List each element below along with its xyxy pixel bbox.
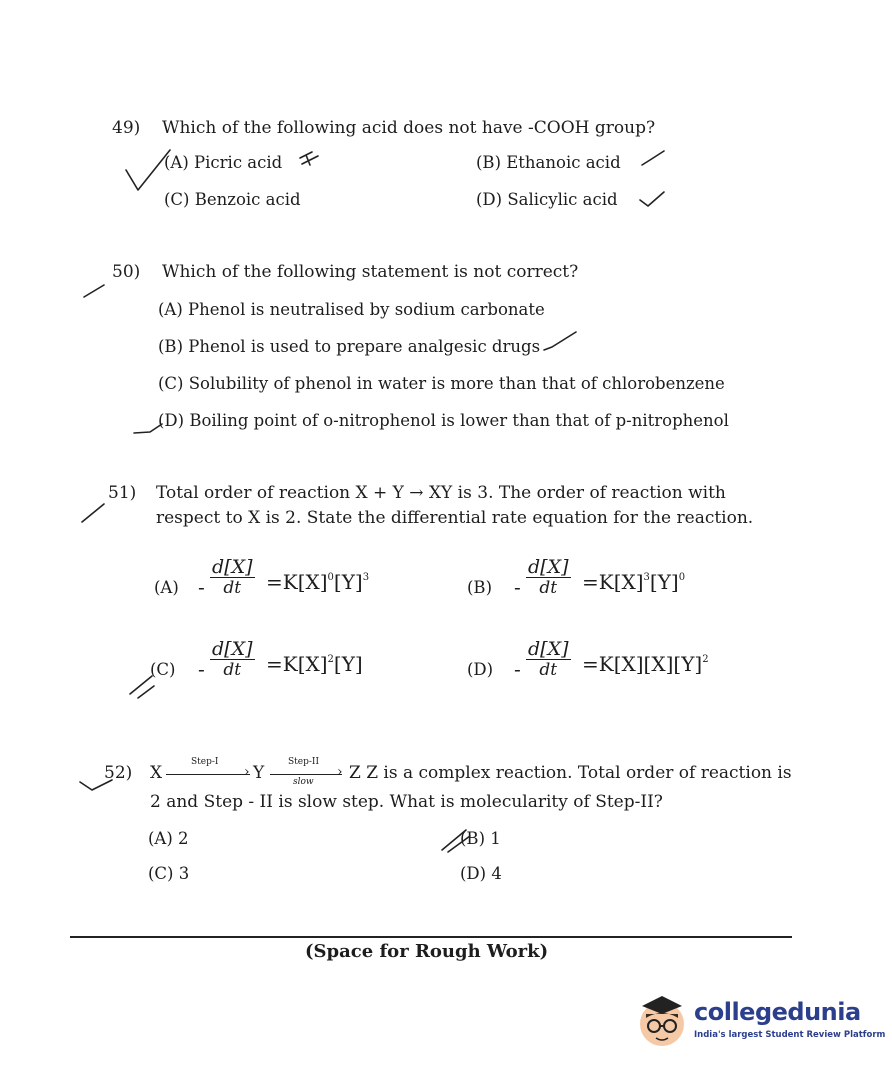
q52-option-b-mark bbox=[442, 830, 470, 852]
q51-option-a-minus: - bbox=[198, 575, 205, 599]
q50-option-a: (A) Phenol is neutralised by sodium carbonate bbox=[158, 300, 545, 319]
logo-name: collegedunia bbox=[694, 998, 861, 1026]
q50-option-d-mark bbox=[134, 424, 162, 433]
q52-option-b: (B) 1 bbox=[460, 829, 501, 848]
q51-option-a-denominator: dt bbox=[223, 578, 242, 598]
q52-intermediate-y: Y bbox=[253, 763, 265, 783]
q51-option-d-label: (D) bbox=[467, 660, 494, 679]
question-52-number: 52) bbox=[104, 763, 133, 783]
q49-option-c: (C) Benzoic acid bbox=[164, 190, 301, 209]
q49-option-b: (B) Ethanoic acid bbox=[476, 153, 621, 172]
q51-option-a-numerator: d[X] bbox=[212, 556, 253, 578]
q52-line1-text: Z is a complex reaction. Total order of reaction is bbox=[366, 763, 792, 783]
question-51-number: 51) bbox=[108, 483, 137, 503]
q51-option-b-denominator: dt bbox=[539, 578, 558, 598]
q51-option-c-exp-x: 2 bbox=[327, 654, 334, 665]
q49-option-a: (A) Picric acid bbox=[164, 153, 283, 172]
q52-option-d: (D) 4 bbox=[460, 864, 502, 883]
q51-option-c-minus: - bbox=[198, 657, 205, 681]
q52-product-z: Z bbox=[349, 763, 367, 783]
mascot-icon bbox=[632, 992, 692, 1052]
q51-option-d-numerator: d[X] bbox=[528, 638, 569, 660]
q51-option-a-exp-x: 0 bbox=[327, 572, 334, 583]
q51-option-d-minus: - bbox=[514, 657, 521, 681]
q51-option-d-rhs-prefix: =K[X] bbox=[582, 652, 644, 676]
question-49-text: Which of the following acid does not have -COOH group? bbox=[162, 118, 656, 138]
q51-option-c-label: (C) bbox=[150, 660, 176, 679]
q52-option-c: (C) 3 bbox=[148, 864, 190, 883]
q51-option-d-mid: [X][Y] bbox=[643, 652, 703, 676]
question-51-line2: respect to X is 2. State the differential rate equation for the reaction. bbox=[156, 508, 754, 528]
q50-option-b: (B) Phenol is used to prepare analgesic drugs bbox=[158, 337, 541, 356]
q51-option-b-numerator: d[X] bbox=[528, 556, 569, 578]
q51-option-b-label: (B) bbox=[467, 578, 492, 597]
q49-option-d-tick bbox=[640, 192, 664, 206]
q51-option-b-exp-y: 0 bbox=[678, 572, 686, 583]
question-50-text: Which of the following statement is not correct? bbox=[162, 262, 579, 282]
logo-tagline: India's largest Student Review Platform bbox=[694, 1030, 886, 1040]
q51-option-b-minus: - bbox=[514, 575, 521, 599]
q50-option-b-tick bbox=[544, 332, 576, 350]
q51-option-d-denominator: dt bbox=[539, 660, 558, 680]
rough-work-label: (Space for Rough Work) bbox=[305, 941, 549, 962]
q51-option-c-denominator: dt bbox=[223, 660, 242, 680]
q52-step2-label: Step-II bbox=[288, 757, 320, 767]
q52-slow-label: slow bbox=[293, 777, 314, 787]
q51-option-c-mid: [Y] bbox=[333, 652, 363, 676]
q49-option-b-tick bbox=[642, 151, 664, 165]
q50-option-c: (C) Solubility of phenol in water is more than that of chlorobenzene bbox=[158, 374, 725, 393]
q49-option-d: (D) Salicylic acid bbox=[476, 190, 618, 209]
q51-option-b-rhs-prefix: =K[X] bbox=[582, 570, 644, 594]
q50-option-d: (D) Boiling point of o-nitrophenol is lower than that of p-nitrophenol bbox=[158, 411, 729, 430]
q50-dash-mark bbox=[84, 285, 104, 297]
q52-step1-label: Step-I bbox=[191, 757, 219, 767]
q52-arrow-1-head: › bbox=[244, 764, 250, 780]
q51-option-a-exp-y: 3 bbox=[362, 572, 370, 583]
q51-slash-mark bbox=[82, 504, 104, 522]
q51-option-c-rhs-prefix: =K[X] bbox=[266, 652, 328, 676]
q51-option-d-exp-y: 2 bbox=[702, 654, 709, 665]
q51-option-b-exp-x: 3 bbox=[643, 572, 650, 583]
q52-arrow-2-head: › bbox=[337, 764, 343, 780]
question-49-number: 49) bbox=[112, 118, 141, 138]
q49-option-a-scribble-icon bbox=[300, 152, 318, 165]
question-50-number: 50) bbox=[112, 262, 141, 282]
q51-option-c-numerator: d[X] bbox=[212, 638, 253, 660]
q52-line2: 2 and Step - II is slow step. What is molecularity of Step-II? bbox=[150, 792, 663, 812]
q51-option-b-mid: [Y] bbox=[649, 570, 679, 594]
question-51-line1: Total order of reaction X + Y → XY is 3. The order of reaction with bbox=[156, 483, 726, 503]
q52-option-a: (A) 2 bbox=[148, 829, 189, 848]
q51-option-a-rhs-prefix: =K[X] bbox=[266, 570, 328, 594]
q49-check-mark bbox=[126, 150, 170, 190]
q51-option-a-mid: [Y] bbox=[333, 570, 363, 594]
q51-option-a-label: (A) bbox=[154, 578, 179, 597]
q52-check-mark bbox=[80, 780, 112, 790]
q51-option-c-mark bbox=[130, 676, 154, 698]
q52-reactant-x: X bbox=[150, 763, 163, 783]
collegedunia-logo bbox=[632, 992, 886, 1052]
